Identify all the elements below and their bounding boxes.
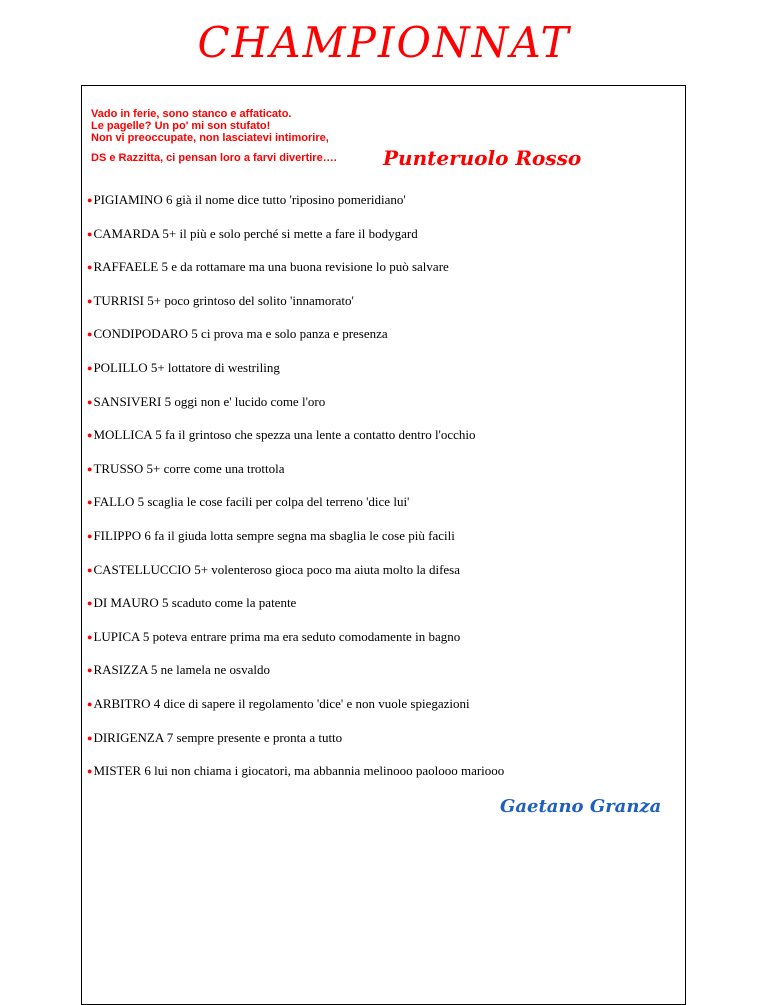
grade-text: DI MAURO 5 scaduto come la patente [93,595,297,611]
bullet-icon: ● [87,564,93,575]
grade-text: ARBITRO 4 dice di sapere il regolamento 'dice' e non vuole spiegazioni [93,695,470,711]
grade-item [87,291,504,325]
bullet-icon: ● [87,530,93,541]
page-title: CHAMPIONNAT [197,18,571,67]
grade-text: SANSIVERI 5 oggi non e' lucido come l'oro [93,393,326,409]
bullet-icon: ● [87,396,93,407]
intro-last-line: DS e Razzitta, ci pensan loro a farvi divertire…. [91,152,337,164]
bullet-icon: ● [87,228,93,239]
bullet-icon: ● [87,195,93,205]
bullet-icon: ● [87,262,93,273]
grade-item [87,324,504,358]
grade-text: FILIPPO 6 fa il giuda lotta sempre segna ma sbaglia le cose più facili [93,527,455,543]
grade-item [87,694,504,728]
grade-text: RASIZZA 5 ne lamela ne osvaldo [93,662,270,678]
grade-text: LUPICA 5 poteva entrare prima ma era seduto comodamente in bagno [93,628,461,644]
bullet-icon: ● [87,698,93,709]
punteruolo-signature: Punteruolo Rosso [383,146,582,170]
grade-item [87,593,504,627]
grade-item [87,660,504,694]
intro-line: Non vi preoccupate, non lasciatevi intimorire, [91,132,329,144]
grade-text: DIRIGENZA 7 sempre presente e pronta a tutto [93,729,343,745]
bullet-icon: ● [87,732,93,743]
grade-item [87,257,504,291]
grade-text: TRUSSO 5+ corre come una trottola [93,460,285,476]
grade-item [87,526,504,560]
grade-text: TURRISI 5+ poco grintoso del solito 'innamorato' [93,292,354,308]
bullet-icon: ● [87,295,93,306]
bullet-icon: ● [87,766,93,777]
grade-item [87,627,504,661]
grade-item [87,560,504,594]
bullet-icon: ● [87,497,93,508]
bullet-icon: ● [87,430,93,441]
grade-item [87,392,504,426]
grade-item [87,358,504,392]
intro-line: Le pagelle? Un po' mi son stufato! [91,120,271,132]
grade-text: CAMARDA 5+ il più e solo perché si mette a fare il bodygard [93,225,418,241]
bullet-icon: ● [87,665,93,676]
grade-item [87,224,504,258]
bullet-icon: ● [87,329,93,340]
grade-text: MISTER 6 lui non chiama i giocatori, ma abbannia melinooo paolooo mariooo [93,763,505,779]
grade-item [87,459,504,493]
grade-item [87,728,504,762]
grade-item [87,492,504,526]
bullet-icon: ● [87,463,93,474]
player-grades-list [87,190,504,795]
grade-item [87,761,504,795]
intro-poem [91,108,329,144]
grade-text: CASTELLUCCIO 5+ volenteroso gioca poco ma aiuta molto la difesa [93,561,460,577]
grade-text: PIGIAMINO 6 già il nome dice tutto 'riposino pomeridiano' [93,192,406,207]
grade-item [87,190,504,224]
author-signature: Gaetano Granza [500,796,662,817]
grade-text: RAFFAELE 5 e da rottamare ma una buona revisione lo può salvare [93,259,449,275]
bullet-icon: ● [87,362,93,373]
grade-item [87,425,504,459]
grade-text: CONDIPODARO 5 ci prova ma e solo panza e presenza [93,326,388,342]
bullet-icon: ● [87,598,93,609]
bullet-icon: ● [87,631,93,642]
grade-text: MOLLICA 5 fa il grintoso che spezza una lente a contatto dentro l'occhio [93,427,476,443]
grade-text: FALLO 5 scaglia le cose facili per colpa del terreno 'dice lui' [93,494,410,510]
intro-line: Vado in ferie, sono stanco e affaticato. [91,108,292,120]
grade-text: POLILLO 5+ lottatore di westriling [93,359,280,375]
